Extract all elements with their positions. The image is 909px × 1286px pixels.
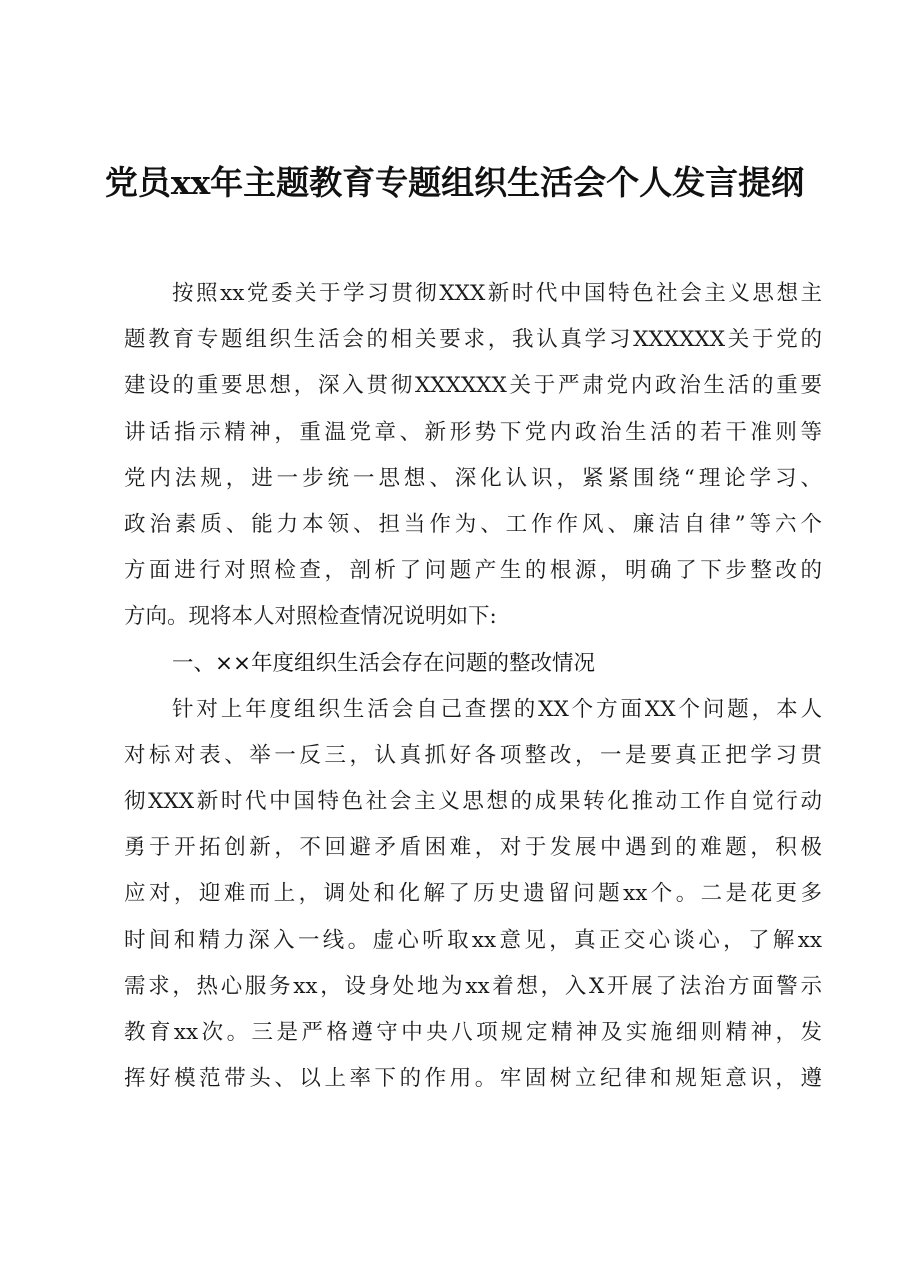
paragraph-line: 对标对表、举一反三，认真抓好各项整改，一是要真正把学习贯 bbox=[124, 742, 822, 768]
paragraph-line: 方向。现将本人对照检查情况说明如下: bbox=[124, 604, 497, 630]
paragraph-rectification bbox=[124, 687, 822, 1103]
paragraph-line: 党内法规，进一步统一思想、深化认识，紧紧围绕“理论学习、 bbox=[124, 465, 822, 491]
paragraph-line: 针对上年度组织生活会自己查摆的XX个方面XX个问题，本人 bbox=[172, 696, 822, 722]
paragraph-line: 题教育专题组织生活会的相关要求，我认真学习XXXXXX关于党的 bbox=[124, 327, 822, 353]
paragraph-line: 应对，迎难而上，调处和化解了历史遗留问题xx个。二是花更多 bbox=[124, 881, 822, 907]
paragraph-line: 彻XXX新时代中国特色社会主义思想的成果转化推动工作自觉行动 bbox=[124, 789, 822, 815]
paragraph-line: 方面进行对照检查，剖析了问题产生的根源，明确了下步整改的 bbox=[124, 558, 822, 584]
document-title: 党员xx年主题教育专题组织生活会个人发言提纲 bbox=[104, 163, 805, 202]
paragraph-line: 按照xx党委关于学习贯彻XXX新时代中国特色社会主义思想主 bbox=[172, 281, 822, 306]
paragraph-line: 勇于开拓创新，不回避矛盾困难，对于发展中遇到的难题，积极 bbox=[124, 835, 822, 861]
paragraph-intro bbox=[124, 271, 822, 641]
paragraph-line: 建设的重要思想，深入贯彻XXXXXX关于严肃党内政治生活的重要 bbox=[124, 373, 822, 399]
paragraph-line: 时间和精力深入一线。虚心听取xx意见，真正交心谈心，了解xx bbox=[124, 927, 822, 953]
paragraph-line: 教育xx次。三是严格遵守中央八项规定精神及实施细则精神，发 bbox=[124, 1020, 822, 1045]
paragraph-line: 政治素质、能力本领、担当作为、工作作风、廉洁自律”等六个 bbox=[124, 511, 822, 537]
paragraph-line: 需求，热心服务xx，设身处地为xx着想，入X开展了法治方面警示 bbox=[124, 973, 822, 999]
paragraph-line: 讲话指示精神，重温党章、新形势下党内政治生活的若干准则等 bbox=[124, 419, 822, 445]
section-heading: 一、××年度组织生活会存在问题的整改情况 bbox=[172, 650, 596, 676]
document-body bbox=[124, 271, 822, 1102]
paragraph-line: 挥好模范带头、以上率下的作用。牢固树立纪律和规矩意识，遵 bbox=[124, 1066, 822, 1092]
